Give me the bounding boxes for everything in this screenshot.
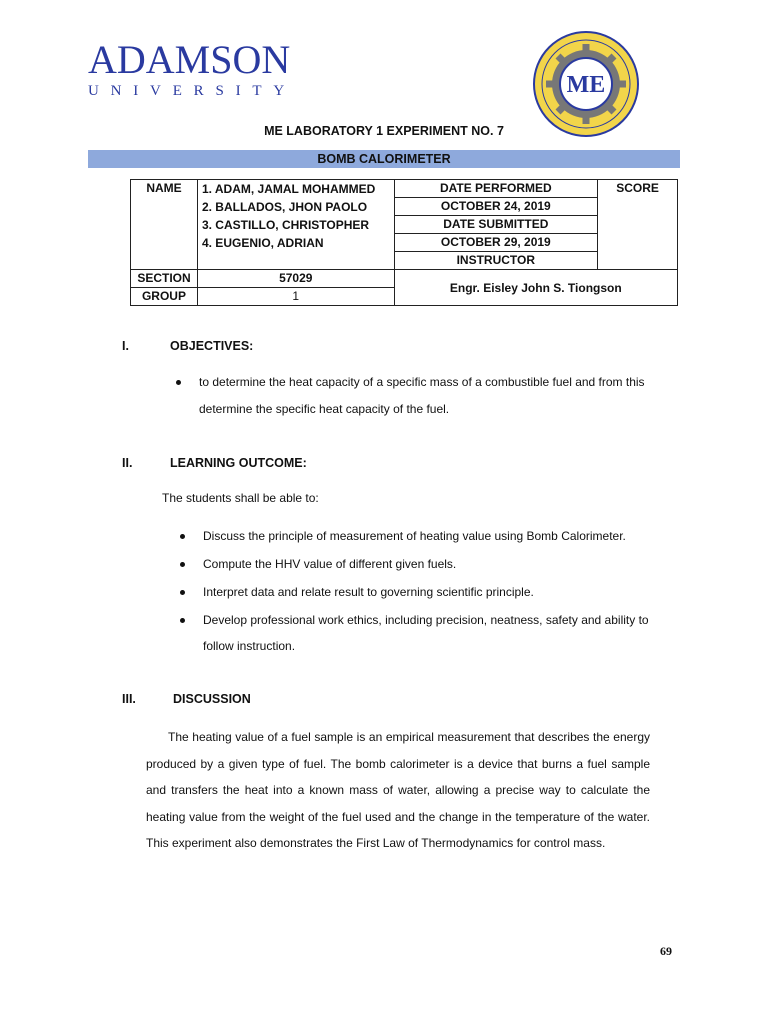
learning-outcome-item: Interpret data and relate result to governing scientific principle. <box>203 585 534 599</box>
date-performed-label: DATE PERFORMED <box>394 180 598 198</box>
date-performed-value: OCTOBER 24, 2019 <box>394 198 598 216</box>
bullet-icon <box>176 380 181 385</box>
bullet-icon <box>180 534 185 539</box>
group-label: GROUP <box>131 288 198 306</box>
name-label: NAME <box>131 180 198 270</box>
group-value: 1 <box>197 288 394 306</box>
section-number: II. <box>122 456 133 470</box>
section-value: 57029 <box>197 270 394 288</box>
learning-outcome-item: Discuss the principle of measurement of heating value using Bomb Calorimeter. <box>203 529 626 543</box>
section-title: LEARNING OUTCOME: <box>170 456 307 470</box>
logo-subtitle: UNIVERSITY <box>88 83 296 99</box>
learning-outcome-item: Develop professional work ethics, including precision, neatness, safety and ability to <box>203 613 649 627</box>
page-number: 69 <box>660 944 672 958</box>
student-name: 2. BALLADOS, JHON PAOLO <box>201 200 368 214</box>
bullet-icon <box>180 618 185 623</box>
department-seal-icon <box>532 30 640 138</box>
experiment-title: ME LABORATORY 1 EXPERIMENT NO. 7 <box>264 124 504 138</box>
student-names <box>197 180 394 270</box>
logo-wordmark: ADAMSON <box>88 37 291 82</box>
date-submitted-label: DATE SUBMITTED <box>394 216 598 234</box>
instructor-value: Engr. Eisley John S. Tiongson <box>394 270 677 306</box>
section-title: OBJECTIVES: <box>170 339 254 353</box>
objective-item: to determine the heat capacity of a specific mass of a combustible fuel and from this <box>199 375 645 389</box>
discussion-paragraph: The heating value of a fuel sample is an empirical measurement that describes the energy produced by a given type of fuel. The bomb calorimeter is a device that burns a fuel sample and transfers the heat into a known mass of water, allowing a precise way to calculate the heating value from the weight of the fuel used and the change in the temperature of the water. This experiment also demonstrates the First Law of Thermodynamics for control mass. <box>146 730 650 850</box>
seal-initials: ME <box>566 72 606 98</box>
learning-outcome-item-continued: follow instruction. <box>203 639 296 653</box>
topic-title-bar: BOMB CALORIMETER <box>88 150 680 168</box>
section-number: III. <box>122 692 136 706</box>
student-name: 3. CASTILLO, CHRISTOPHER <box>201 218 370 232</box>
bullet-icon <box>180 590 185 595</box>
instructor-label: INSTRUCTOR <box>394 252 598 270</box>
section-title: DISCUSSION <box>173 692 251 706</box>
university-logo <box>88 37 296 100</box>
score-label: SCORE <box>598 180 678 198</box>
objective-item-continued: determine the specific heat capacity of the fuel. <box>199 402 450 416</box>
student-info-table <box>130 179 678 306</box>
bullet-icon <box>180 562 185 567</box>
score-value <box>598 198 678 270</box>
student-name: 4. EUGENIO, ADRIAN <box>201 236 324 250</box>
learning-outcome-intro: The students shall be able to: <box>162 491 319 505</box>
section-label: SECTION <box>131 270 198 288</box>
student-name: 1. ADAM, JAMAL MOHAMMED <box>201 182 376 196</box>
date-submitted-value: OCTOBER 29, 2019 <box>394 234 598 252</box>
learning-outcome-item: Compute the HHV value of different given fuels. <box>203 557 457 571</box>
section-number: I. <box>122 339 129 353</box>
